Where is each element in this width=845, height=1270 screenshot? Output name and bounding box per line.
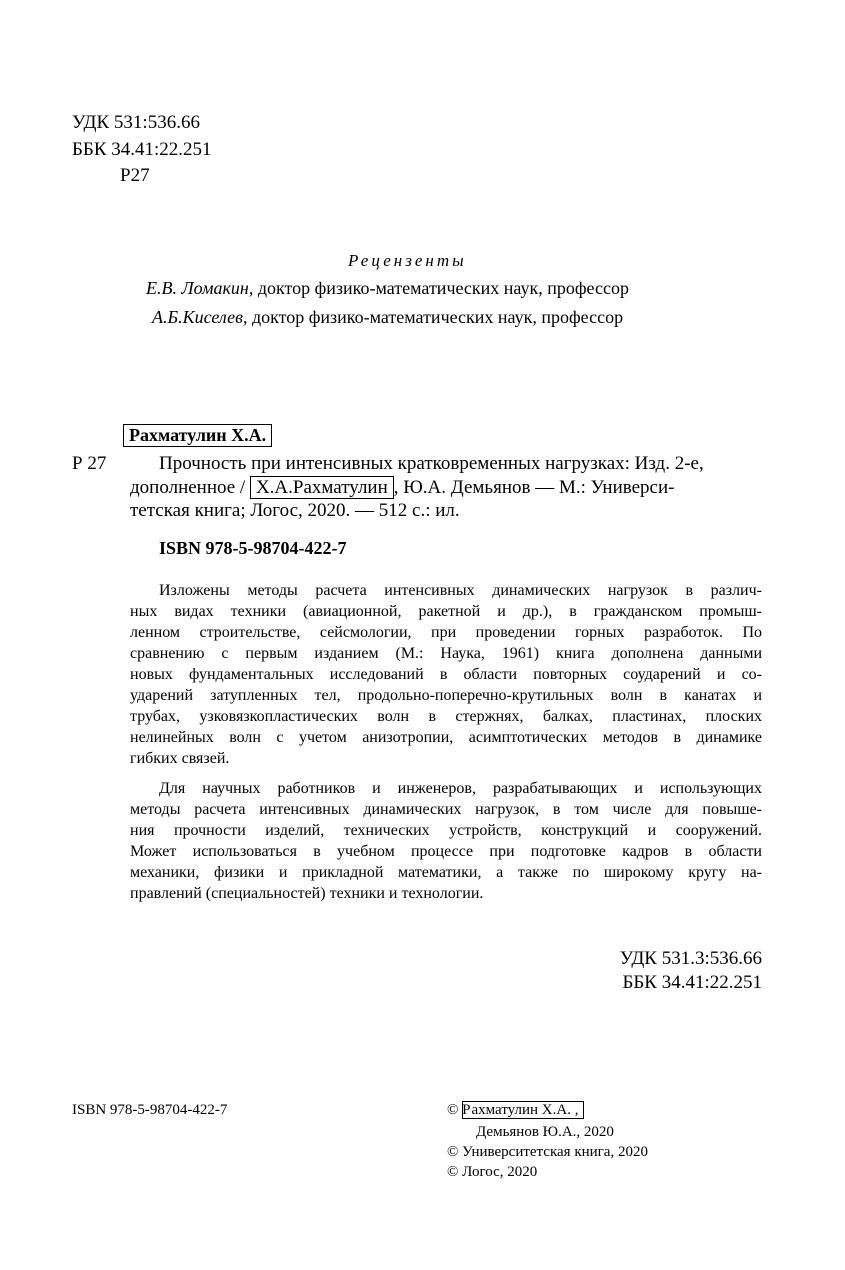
isbn-main: ISBN 978-5-98704-422-7 (159, 538, 347, 558)
reviewer-2-name: А.Б.Киселев (152, 307, 243, 327)
annotation-line: правлений (специальностей) техники и технологии. (130, 885, 484, 902)
copyright-1-name-boxed: ахматулин Х.А. , (462, 1101, 585, 1119)
reviewer-1 (146, 278, 629, 299)
annotation-line: ния прочности изделий, технических устройств, конструкций и сооружений. (130, 822, 762, 839)
author-heading: Рахматулин Х.А. (123, 424, 272, 447)
biblio-line-3: тетская книга; Логос, 2020. — 512 с.: ил. (130, 500, 460, 521)
copyright-4: © Логос, 2020 (447, 1164, 538, 1180)
annotation-line: гибких связей. (130, 750, 230, 767)
isbn-bottom: ISBN 978-5-98704-422-7 (72, 1102, 228, 1118)
udk-header: УДК 531:536.66 (72, 112, 200, 133)
copyright-1-symbol: © Р (447, 1102, 471, 1118)
annotation-line: трубах, узковязкопластических волн в стержнях, балках, пластинах, плоских (130, 708, 762, 725)
annotation-line: ленном строительстве, сейсмологии, при проведении горных разработок. По (130, 624, 762, 641)
annotation-line: сравнению с первым изданием (М.: Наука, 1961) книга дополнена данными (130, 645, 762, 662)
biblio-line-2-pre: дополненное / (130, 477, 246, 498)
bbk-header: ББК 34.41:22.251 (72, 139, 212, 160)
copyright-2: Демьянов Ю.А., 2020 (476, 1124, 614, 1140)
copyright-3: © Университетская книга, 2020 (447, 1144, 648, 1160)
annotation-line: ударений затупленных тел, продольно-поперечно-крутильных волн в канатах и (130, 687, 762, 704)
annotation-line: механики, физики и прикладной математики, а также по широкому кругу на- (130, 864, 762, 881)
udk-footer: УДК 531.3:536.66 (619, 948, 762, 969)
annotation-line: нелинейных волн с учетом анизотропии, асимптотических методов в динамике (130, 729, 762, 746)
biblio-line-2-post: , Ю.А. Демьянов — М.: Универси- (393, 477, 675, 498)
reviewers-title: Рецензенты (348, 251, 467, 270)
annotation-line: методы расчета интенсивных динамических нагрузок, в том числе для повыше- (130, 801, 762, 818)
annotation-line: Может использоваться в учебном процессе при подготовке кадров в области (130, 843, 762, 860)
reviewer-2-desc: , доктор физико-математических наук, профессор (242, 307, 624, 327)
author-code: Р 27 (72, 453, 107, 474)
bbk-footer: ББК 34.41:22.251 (622, 972, 762, 993)
reviewer-2 (152, 307, 623, 328)
biblio-author-boxed: Х.А.Рахматулин (250, 476, 394, 499)
reviewer-1-desc: доктор физико-математических наук, профессор (257, 278, 629, 298)
author-code-header: Р27 (120, 165, 150, 186)
annotation-line: Изложены методы расчета интенсивных динамических нагрузок в различ- (159, 582, 762, 599)
biblio-line-2 (130, 477, 674, 499)
annotation-line: Для научных работников и инженеров, разрабатывающих и использующих (159, 780, 762, 797)
copyright-1 (447, 1102, 584, 1119)
reviewer-1-name: Е.В. Ломакин, (146, 278, 254, 298)
biblio-line-1: Прочность при интенсивных кратковременных нагрузках: Изд. 2-е, (159, 453, 704, 474)
annotation-line: ных видах техники (авиационной, ракетной и др.), в гражданском промыш- (130, 603, 762, 620)
annotation-line: новых фундаментальных исследований в области повторных соударений и со- (130, 666, 762, 683)
